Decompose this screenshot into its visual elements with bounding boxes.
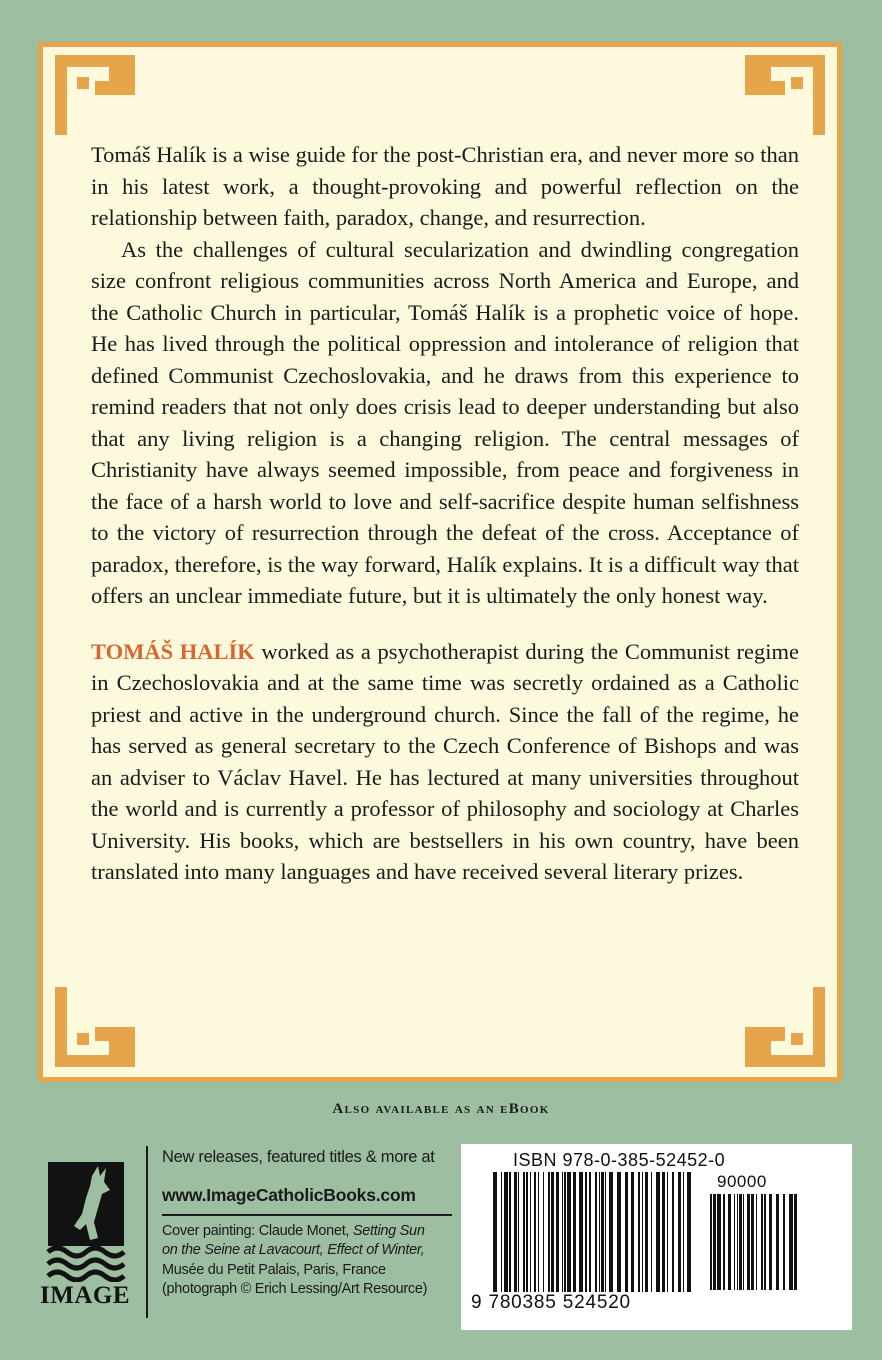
barcode-bar	[556, 1172, 559, 1292]
ean-barcode	[493, 1172, 693, 1292]
barcode-bar	[509, 1172, 511, 1292]
barcode-bar	[743, 1194, 744, 1290]
barcode-bar	[638, 1172, 640, 1292]
vertical-divider	[146, 1146, 148, 1318]
barcode-bar	[751, 1194, 754, 1290]
credit-line-3: Musée du Petit Palais, Paris, France	[162, 1261, 386, 1278]
barcode-bar	[737, 1194, 738, 1290]
barcode-bar	[595, 1172, 597, 1292]
barcode-bar	[504, 1172, 508, 1292]
cover-credit	[162, 1222, 458, 1300]
barcode-bar	[599, 1172, 600, 1292]
barcode-bar	[609, 1172, 613, 1292]
description-paragraph-2: As the challenges of cultural secularization and dwindling congregation size confront religious communities across North America and Europe, and the Catholic Church in particular, Tomáš Halík is a prophetic voice of hope. He has lived through the political oppression and intolerance of religion that defined Communist Czechoslovakia, and he draws from this experience to remind readers that not only does crisis lead to deeper understanding but also that any living religion is a changing religion. The central messages of Christianity have always seemed impossible, from peace and forgiveness in the face of a harsh world to love and self-sacrifice despite human selfishness to the victory of resurrection through the defeat of the cross. Acceptance of paradox, therefore, is the way forward, Halík explains. It is a difficult way that offers an unclear immediate future, but it is ultimately the only honest way.	[91, 236, 799, 608]
barcode-bar	[761, 1194, 763, 1290]
barcode-bar	[728, 1194, 731, 1290]
description-paragraph-1: Tomáš Halík is a wise guide for the post-Christian era, and never more so than in his latest work, a thought-provoking and powerful reflection on the relationship between faith, paradox, change, and resurrection.	[91, 142, 799, 230]
author-bio-text: worked as a psychotherapist during the Communist regime in Czechoslovakia and at the same time was secretly ordained as a Catholic priest and active in the underground church. Since the fall of the regime, he has served as general secretary to the Czech Conference of Bishops and was an adviser to Václav Havel. He has lectured at many universities throughout the world and is currently a professor of philosophy and sociology at Charles University. His books, which are bestsellers in his own country, have been translated into many languages and have received several literary prizes.	[91, 638, 799, 884]
barcode-bar	[764, 1194, 766, 1290]
barcode-bar	[501, 1172, 502, 1292]
barcode-bar	[601, 1172, 604, 1292]
barcode-bar	[526, 1172, 528, 1292]
barcode-bar	[523, 1172, 525, 1292]
corner-ornament-top-left	[55, 55, 135, 135]
barcode-bar	[739, 1194, 742, 1290]
barcode-bar	[564, 1172, 566, 1292]
barcode-bar	[672, 1172, 674, 1292]
barcode-bar	[605, 1172, 606, 1292]
barcode-bar	[662, 1172, 665, 1292]
barcode-bar	[794, 1194, 797, 1290]
barcode-bar	[589, 1172, 591, 1292]
info-divider	[162, 1214, 452, 1216]
barcode-bar	[789, 1194, 793, 1290]
barcode-bar	[656, 1172, 660, 1292]
barcode-bar	[651, 1172, 652, 1292]
barcode-bar	[747, 1194, 750, 1290]
price-code: 90000	[717, 1172, 767, 1191]
barcode-bar	[573, 1172, 576, 1292]
barcode-bar	[723, 1194, 725, 1290]
barcode-bar	[534, 1172, 536, 1292]
barcode-bar	[667, 1172, 668, 1292]
barcode-bar	[562, 1172, 563, 1292]
logo-wordmark: IMAGE	[40, 1282, 130, 1309]
image-publisher-logo	[40, 1160, 132, 1320]
barcode-bar	[713, 1194, 716, 1290]
barcode-bar	[645, 1172, 648, 1292]
publisher-tagline: New releases, featured titles & more at	[162, 1148, 435, 1166]
ebook-notice: Also available as an eBook	[332, 1101, 550, 1117]
barcode-bar	[551, 1172, 554, 1292]
barcode-bar	[567, 1172, 571, 1292]
barcode-bar	[514, 1172, 517, 1292]
barcode-bar	[776, 1194, 779, 1290]
corner-ornament-top-right	[745, 55, 825, 135]
publisher-info	[162, 1146, 458, 1300]
description-panel	[38, 42, 842, 1082]
barcode-bar	[683, 1172, 684, 1292]
barcode-bar	[538, 1172, 539, 1292]
barcode-bar	[625, 1172, 628, 1292]
barcode-bar	[631, 1172, 634, 1292]
barcode-bar	[585, 1172, 587, 1292]
credit-line-2	[162, 1241, 458, 1261]
description-text	[91, 139, 799, 888]
barcode-bar	[518, 1172, 519, 1292]
credit-prefix: Cover painting: Claude Monet,	[162, 1222, 353, 1239]
deer-logo-icon	[40, 1160, 132, 1282]
credit-painting-title-2: on the Seine at Lavacourt, Effect of Winter,	[162, 1242, 425, 1258]
credit-painting-title-1: Setting Sun	[352, 1222, 425, 1239]
price-barcode	[710, 1194, 798, 1290]
barcode-bar	[493, 1172, 497, 1292]
barcode-bar	[734, 1194, 735, 1290]
barcode-bar	[530, 1172, 531, 1292]
barcode-bar	[548, 1172, 550, 1292]
barcode-bar	[769, 1194, 772, 1290]
barcode-bar	[543, 1172, 544, 1292]
corner-ornament-bottom-left	[55, 987, 135, 1067]
barcode-bar	[710, 1194, 712, 1290]
barcode-bar	[687, 1172, 691, 1292]
barcode-bar	[717, 1194, 721, 1290]
corner-ornament-bottom-right	[745, 987, 825, 1067]
author-bio	[91, 636, 799, 888]
publisher-url[interactable]: www.ImageCatholicBooks.com	[162, 1185, 416, 1205]
credit-line-1	[162, 1222, 458, 1242]
author-name: TOMÁŠ HALÍK	[91, 638, 255, 664]
barcode-bar	[642, 1172, 643, 1292]
barcode-bar	[783, 1194, 785, 1290]
isbn-number: ISBN 978-0-385-52452-0	[513, 1150, 726, 1170]
barcode-bar	[617, 1172, 621, 1292]
barcode-box	[461, 1144, 852, 1330]
barcode-bar	[678, 1172, 681, 1292]
ean-digits: 9 780385 524520	[471, 1292, 631, 1313]
credit-line-4: (photograph © Erich Lessing/Art Resource)	[162, 1281, 428, 1297]
barcode-bar	[756, 1194, 757, 1290]
barcode-bar	[579, 1172, 583, 1292]
